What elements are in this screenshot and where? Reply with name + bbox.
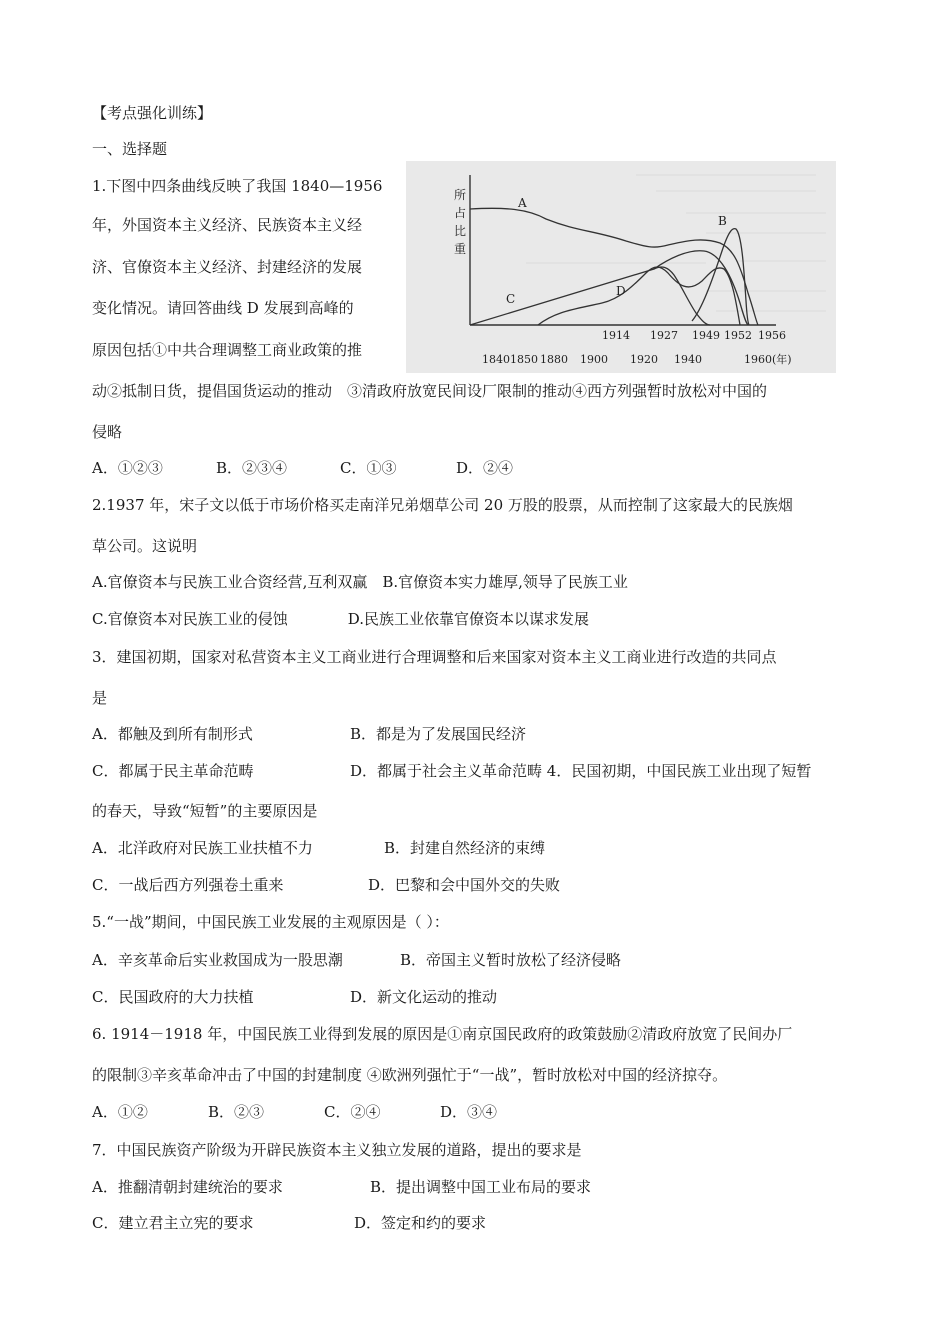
economy-curve-figure: [406, 161, 836, 373]
x-tick-label: 1927: [650, 329, 678, 342]
q3-option: C．都属于民主革命范畴: [92, 762, 254, 780]
q4-option: A．北洋政府对民族工业扶植不力: [92, 839, 313, 857]
q6-line: 的限制③辛亥革命冲击了中国的封建制度 ④欧洲列强忙于“一战”，暂时放松对中国的经济掠夺。: [92, 1066, 728, 1084]
q4-option: D．巴黎和会中国外交的失败: [368, 876, 561, 894]
x-tick-label: 1900: [580, 353, 608, 366]
q5-option: D．新文化运动的推动: [350, 988, 498, 1006]
x-tick-label: 1940: [674, 353, 702, 366]
q7-stem: 7．中国民族资产阶级为开辟民族资本主义独立发展的道路，提出的要求是: [92, 1141, 582, 1159]
q3-option: D．都属于社会主义革命范畴 4．民国初期，中国民族工业出现了短暂: [350, 762, 812, 780]
q5-option: A．辛亥革命后实业救国成为一股思潮: [92, 951, 343, 969]
q5-stem: 5.“一战”期间，中国民族工业发展的主观原因是（ ）：: [92, 913, 449, 931]
q7-option: A．推翻清朝封建统治的要求: [92, 1178, 283, 1196]
q3-line: 3．建国初期，国家对私营资本主义工商业进行合理调整和后来国家对资本主义工商业进行改造的共同点: [92, 648, 777, 666]
y-axis-label-char: 比: [454, 224, 467, 238]
q7-option: D．签定和约的要求: [354, 1214, 487, 1232]
x-tick-label: 1952: [724, 329, 752, 342]
q6-option: D．③④: [440, 1103, 498, 1121]
y-axis-label-char: 占: [454, 206, 467, 220]
x-tick-label: 1960(年): [744, 353, 792, 366]
q2-line: A.官僚资本与民族工业合资经营,互利双赢 B.官僚资本实力雄厚,领导了民族工业: [92, 573, 628, 591]
q6-option: C．②④: [324, 1103, 381, 1121]
x-tick-label: 1920: [630, 353, 658, 366]
q4-option: B．封建自然经济的束缚: [384, 839, 546, 857]
q5-option: B．帝国主义暂时放松了经济侵略: [400, 951, 622, 969]
q2-line: 2.1937 年，宋子文以低于市场价格买走南洋兄弟烟草公司 20 万股的股票，从而控制了这家最大的民族烟: [92, 496, 793, 514]
y-axis-label-char: 重: [454, 242, 467, 256]
q1-option: A．①②③: [92, 459, 163, 477]
q3-line: 是: [92, 689, 108, 707]
q1-option: D．②④: [456, 459, 514, 477]
q5-option: C．民国政府的大力扶植: [92, 988, 254, 1006]
q1-line: 变化情况。请回答曲线 D 发展到高峰的: [92, 299, 354, 317]
q1-line: 济、官僚资本主义经济、封建经济的发展: [92, 258, 363, 276]
q4-option: C．一战后西方列强卷土重来: [92, 876, 284, 894]
curve-label: A: [518, 196, 527, 210]
x-tick-label: 1840: [482, 353, 510, 366]
q3-option: B．都是为了发展国民经济: [350, 725, 527, 743]
q7-option: C．建立君主立宪的要求: [92, 1214, 254, 1232]
q2-line: C.官僚资本对民族工业的侵蚀 D.民族工业依靠官僚资本以谋求发展: [92, 610, 589, 628]
section-title: 一、选择题: [92, 140, 168, 158]
q6-option: A．①②: [92, 1103, 148, 1121]
curve-label: D: [616, 284, 626, 298]
q4-line: 的春天，导致“短暂”的主要原因是: [92, 802, 318, 820]
x-tick-label: 1949: [692, 329, 720, 342]
y-axis-label-char: 所: [454, 188, 467, 202]
q1-line: 侵略: [92, 423, 123, 441]
q6-option: B．②③: [208, 1103, 265, 1121]
q2-line: 草公司。这说明: [92, 537, 198, 555]
x-tick-label: 1880: [540, 353, 568, 366]
q3-option: A．都触及到所有制形式: [92, 725, 253, 743]
x-tick-label: 1850: [510, 353, 538, 366]
curve-label: C: [506, 292, 516, 306]
q7-option: B．提出调整中国工业布局的要求: [370, 1178, 592, 1196]
curve-label: B: [718, 214, 727, 228]
q1-line: 原因包括①中共合理调整工商业政策的推: [92, 341, 363, 359]
x-tick-label: 1956: [758, 329, 786, 342]
q1-option: C．①③: [340, 459, 397, 477]
q6-line: 6. 1914－1918 年，中国民族工业得到发展的原因是①南京国民政府的政策鼓励②清政府放宽了民间办厂: [92, 1025, 793, 1043]
q1-line: 1.下图中四条曲线反映了我国 1840—1956: [92, 177, 383, 195]
x-tick-label: 1914: [602, 329, 630, 342]
q1-option: B．②③④: [216, 459, 288, 477]
q1-line: 动②抵制日货，提倡国货运动的推动 ③清政府放宽民间设厂限制的推动④西方列强暂时放松对中国的: [92, 382, 768, 400]
q1-line: 年，外国资本主义经济、民族资本主义经: [92, 216, 363, 234]
page-header: 【考点强化训练】: [92, 104, 213, 122]
